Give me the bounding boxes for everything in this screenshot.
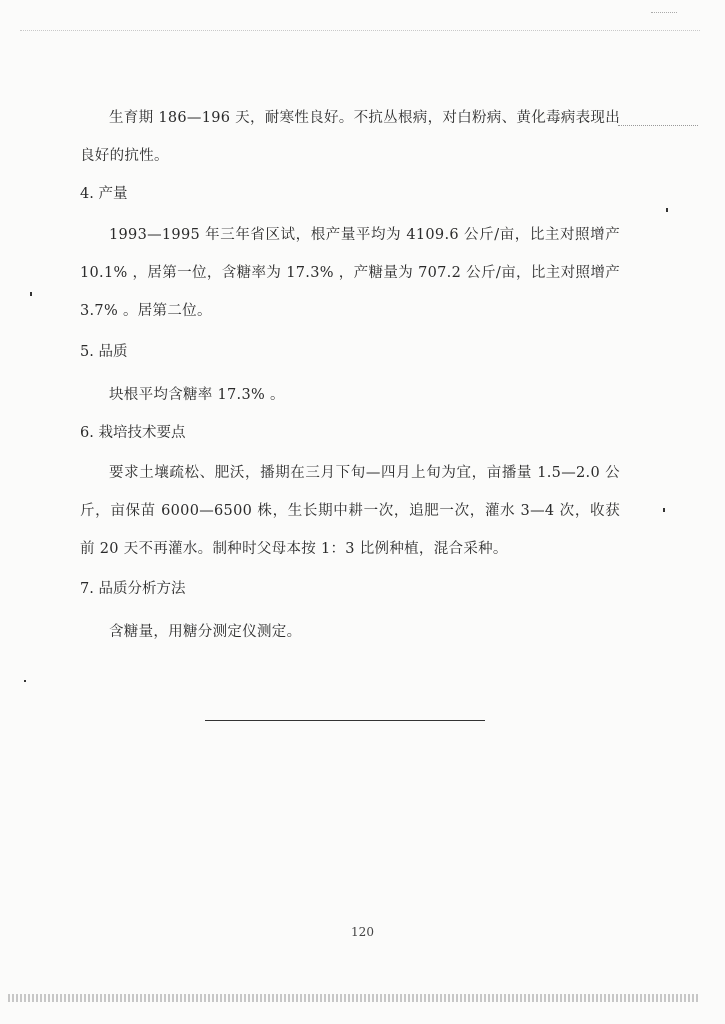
scan-speck <box>666 208 668 212</box>
heading-cultivation: 6. 栽培技术要点 <box>80 425 186 441</box>
paragraph-analysis-method: 含糖量，用糖分测定仪测定。 <box>109 624 302 640</box>
scan-speck <box>24 680 26 682</box>
scan-speck <box>30 292 32 296</box>
page-number: 120 <box>351 925 374 939</box>
paragraph-yield: 1993—1995 年三年省区试，根产量平均为 4109.6 公斤/亩，比主对照增产 10.1% ，居第一位，含糖率为 17.3% ，产糖量为 707.2 公斤/亩，比主对照增产 3.7% 。居第二位。 <box>80 227 620 319</box>
scan-speck <box>663 508 665 512</box>
scan-artifact-top <box>20 30 700 32</box>
scan-artifact-bottom <box>8 994 698 1002</box>
paragraph-cultivation: 要求土壤疏松、肥沃，播期在三月下旬—四月上旬为宜，亩播量 1.5—2.0 公斤，亩保苗 6000—6500 株，生长期中耕一次，追肥一次，灌水 3—4 次，收获前 20 天不再灌水。制种时父母本按 1：3 比例种植，混合采种。 <box>80 465 620 557</box>
scan-artifact-corner <box>651 12 677 16</box>
heading-analysis-method: 7. 品质分析方法 <box>80 581 186 597</box>
paragraph-quality: 块根平均含糖率 17.3% 。 <box>109 387 285 403</box>
heading-yield: 4. 产量 <box>80 186 128 202</box>
paragraph-growth-period: 生育期 186—196 天，耐寒性良好。不抗丛根病，对白粉病、黄化毒病表现出良好的抗性。 <box>80 110 620 164</box>
end-rule <box>205 720 485 721</box>
heading-quality: 5. 品质 <box>80 344 128 360</box>
scan-artifact-dots <box>618 125 698 127</box>
